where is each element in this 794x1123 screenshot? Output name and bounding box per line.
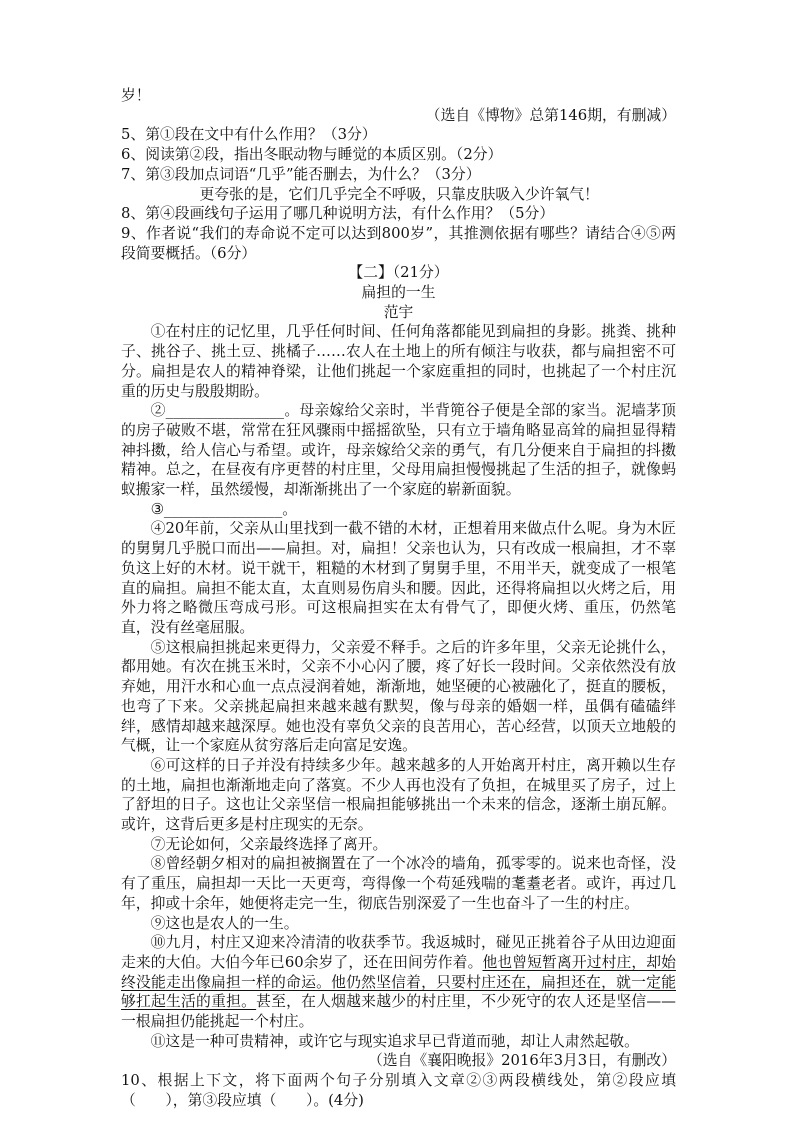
essay-paragraph-10 xyxy=(121,933,676,1032)
question-9: 9、作者说“我们的寿命说不定可以达到800岁”，其推测依据有哪些？请结合④⑤两段简要概括。（6分） xyxy=(121,224,676,262)
question-8: 8、第④段画线句子运用了哪几种说明方法，有什么作用？（5分） xyxy=(121,205,555,223)
question-6: 6、阅读第②段，指出冬眠动物与睡觉的本质区别。（2分） xyxy=(121,146,503,164)
question-7-quoted-sentence: 更夸张的是，它们几乎完全不呼吸，只靠皮肤吸入少许氧气！ xyxy=(199,185,599,203)
essay-paragraph-7: ⑦无论如何，父亲最终选择了离开。 xyxy=(150,835,388,853)
section-header: 【二】（21分） xyxy=(348,264,449,282)
question-5: 5、第①段在文中有什么作用？（3分） xyxy=(121,126,377,144)
essay-paragraph-6: ⑥可这样的日子并没有持续多少年。越来越多的人开始离开村庄，离开赖以生存的土地，扁担也渐渐地走向了落寞。不少人再也没有了负担，在城里买了房子，过上了舒坦的日子。这也让父亲坚信一根扁担能够挑出一个未来的信念，逐渐土崩瓦解。或许，这背后更多是村庄现实的无奈。 xyxy=(121,756,676,834)
paragraph-10-pre-text: ⑩九月，村庄又迎来冷清清的收获季节。我返城时，碰见正挑着谷子从田边迎面走来的大伯。大伯今年已60余岁了，还在田间劳作着。 xyxy=(121,934,676,971)
source-citation-1: （选自《博物》总第146期，有删减） xyxy=(425,106,676,124)
essay-paragraph-9: ⑨这也是农人的一生。 xyxy=(150,914,299,932)
question-10: 10、根据上下文，将下面两个句子分别填入文章②③两段横线处，第②段应填（ ），第③段应填（ ）。(4分) xyxy=(121,1072,676,1109)
essay-title: 扁担的一生 xyxy=(361,284,436,302)
paragraph-10-underlined-passage: 他也曾短暂离开过村庄，却始终没能走出像扁担一样的命运。他仍然坚信着，只要村庄还在，扁担还在，就一定能够扛起生活的重担。 xyxy=(121,953,676,1011)
essay-paragraph-8: ⑧曾经朝夕相对的扁担被搁置在了一个冰冷的墙角，孤零零的。说来也奇怪，没有了重压，扁担却一天比一天更弯，弯得像一个苟延残喘的耄耋老者。或许，再过几年，抑或十余年，她便将走完一生，彻底告别深爱了一生也奋斗了一生的村庄。 xyxy=(121,855,676,912)
essay-paragraph-3: ③________________。 xyxy=(150,500,298,518)
essay-paragraph-5: ⑤这根扁担挑起来更得力，父亲爱不释手。之后的许多年里，父亲无论挑什么，都用她。有次在挑玉米时，父亲不小心闪了腰，疼了好长一段时间。父亲依然没有放弃她，用汗水和心血一点点浸润着她，渐渐地，她坚硬的心被融化了，挺直的腰板，也弯了下来。父亲挑起扁担来越来越有默契，像与母亲的婚姻一样，虽偶有磕磕绊绊，感情却越来越深厚。她也没有辜负父亲的良苦用心，苦心经营，以顶天立地般的气概，让一个家庭从贫穷落后走向富足安逸。 xyxy=(121,638,676,755)
source-citation-2: （选自《襄阳晚报》2016年3月3日，有删改） xyxy=(367,1052,676,1070)
essay-paragraph-4: ④20年前，父亲从山里找到一截不错的木材，正想着用来做点什么呢。身为木匠的舅舅几乎脱口而出——扁担。对，扁担！父亲也认为，只有改成一根扁担，才不辜负这上好的木材。说干就干，粗糙的木材到了舅舅手里，不用半天，就变成了一根笔直的扁担。扁担不能太直，太直则易伤肩头和腰。因此，还得将扁担以火烤之后，用外力将之略微压弯成弓形。可这根扁担实在太有骨气了，即便火烤、重压，仍然笔直，没有丝毫屈服。 xyxy=(121,520,676,636)
carryover-text: 岁！ xyxy=(121,87,151,104)
essay-paragraph-1: ①在村庄的记忆里，几乎任何时间、任何角落都能见到扁担的身影。挑粪、挑种子、挑谷子、挑土豆、挑橘子……农人在土地上的所有倾注与收获，都与扁担密不可分。扁担是农人的精神脊梁，让他们挑起一个家庭重担的同时，也挑起了一个村庄沉重的历史与殷殷期盼。 xyxy=(121,323,676,400)
essay-author: 范宇 xyxy=(383,303,414,321)
essay-paragraph-2: ②________________。母亲嫁给父亲时，半背篼谷子便是全部的家当。泥墙茅顶的房子破败不堪，常常在狂风骤雨中摇摇欲坠，只有立于墙角略显高耸的扁担显得精神抖擞，给人信心与希望。或许，母亲嫁给父亲的勇气，有几分便来自于扁担的抖擞精神。总之，在昼夜有序更替的村庄里，父母用扁担慢慢挑起了生活的担子，就像蚂蚁搬家一样，虽然缓慢，却渐渐挑出了一个家庭的崭新面貌。 xyxy=(121,402,676,499)
paragraph-10-post-text: 甚至，在人烟越来越少的村庄里，不少死守的农人还是坚信——一根扁担仍能挑起一个村庄。 xyxy=(121,993,676,1031)
question-7: 7、第③段加点词语“几乎”能否删去，为什么？（3分） xyxy=(121,165,481,183)
essay-paragraph-11: ⑪这是一种可贵精神，或许它与现实追求早已背道而驰，却让人肃然起敬。 xyxy=(150,1032,639,1050)
